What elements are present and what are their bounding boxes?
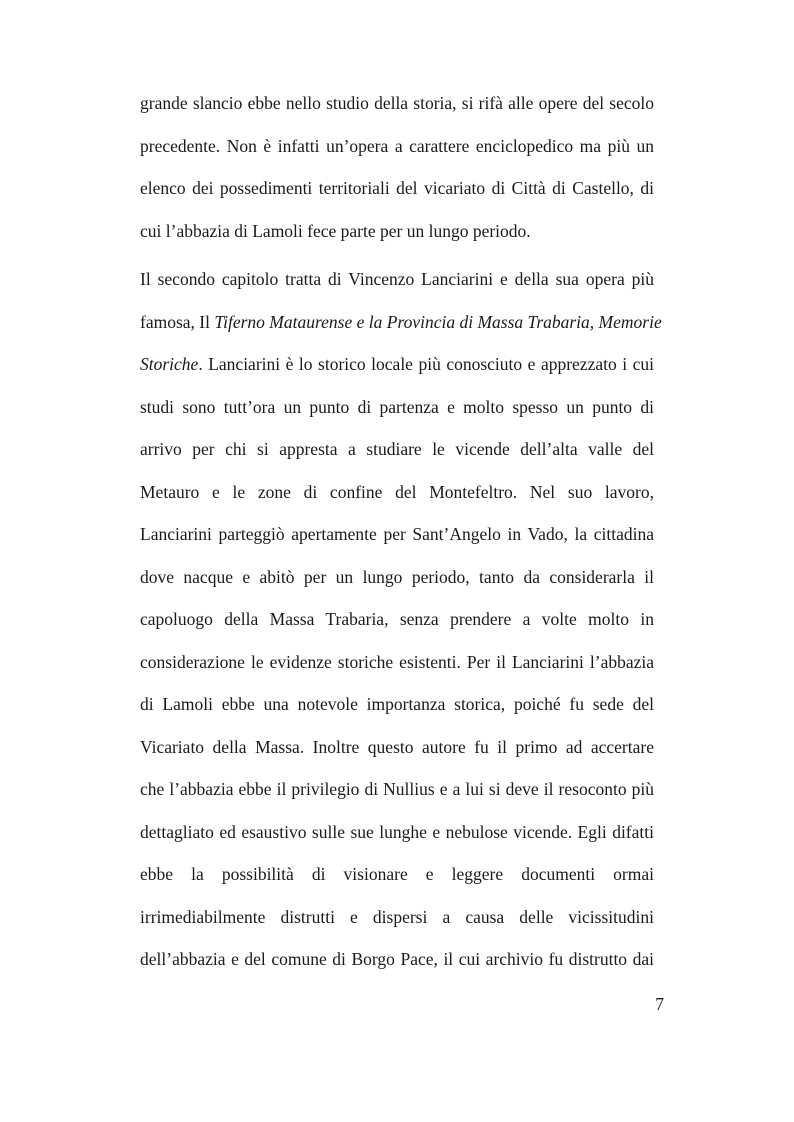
page-body bbox=[140, 82, 662, 981]
text-line: grande slancio ebbe nello studio della storia, si rifà alle opere del secolo bbox=[140, 93, 654, 113]
page-number: 7 bbox=[655, 994, 664, 1014]
text-line: dell’abbazia e del comune di Borgo Pace, il cui archivio fu distrutto dai bbox=[140, 949, 654, 969]
text-line: elenco dei possedimenti territoriali del vicariato di Città di Castello, di bbox=[140, 178, 654, 198]
text-line: cui l’abbazia di Lamoli fece parte per un lungo periodo. bbox=[140, 220, 531, 241]
text-line: capoluogo della Massa Trabaria, senza prendere a volte molto in bbox=[140, 609, 654, 629]
text-line: considerazione le evidenze storiche esistenti. Per il Lanciarini l’abbazia bbox=[140, 651, 654, 672]
book-title-italic: Storiche bbox=[140, 354, 199, 374]
text-line: Metauro e le zone di confine del Montefeltro. Nel suo lavoro, bbox=[140, 481, 654, 502]
text-line: studi sono tutt’ora un punto di partenza e molto spesso un punto di bbox=[140, 396, 654, 417]
paragraph-1 bbox=[140, 82, 654, 252]
text-line: che l’abbazia ebbe il privilegio di Nullius e a lui si deve il resoconto più bbox=[140, 779, 654, 799]
text-line: ebbe la possibilità di visionare e leggere documenti ormai bbox=[140, 864, 654, 884]
text-line: di Lamoli ebbe una notevole importanza storica, poiché fu sede del bbox=[140, 694, 654, 714]
text-line: dove nacque e abitò per un lungo periodo, tanto da considerarla il bbox=[140, 566, 654, 587]
text-line: Storiche. Lanciarini è lo storico locale più conosciuto e apprezzato i cui bbox=[140, 354, 654, 374]
text-line: Il secondo capitolo tratta di Vincenzo Lanciarini e della sua opera più bbox=[140, 269, 654, 289]
paragraph-2 bbox=[140, 258, 662, 981]
text-line: precedente. Non è infatti un’opera a carattere enciclopedico ma più un bbox=[140, 135, 654, 156]
text-line: Lanciarini parteggiò apertamente per Sant’Angelo in Vado, la cittadina bbox=[140, 524, 654, 544]
text-line: irrimediabilmente distrutti e dispersi a causa delle vicissitudini bbox=[140, 906, 654, 927]
text-line: famosa, Il Tiferno Mataurense e la Provincia di Massa Trabaria, Memorie bbox=[140, 311, 662, 332]
text-line: Vicariato della Massa. Inoltre questo autore fu il primo ad accertare bbox=[140, 736, 654, 757]
text-line: dettagliato ed esaustivo sulle sue lunghe e nebulose vicende. Egli difatti bbox=[140, 821, 654, 842]
text-line: arrivo per chi si appresta a studiare le vicende dell’alta valle del bbox=[140, 439, 654, 459]
book-title-italic: Tiferno Mataurense e la Provincia di Massa Trabaria, Memorie bbox=[214, 311, 662, 332]
